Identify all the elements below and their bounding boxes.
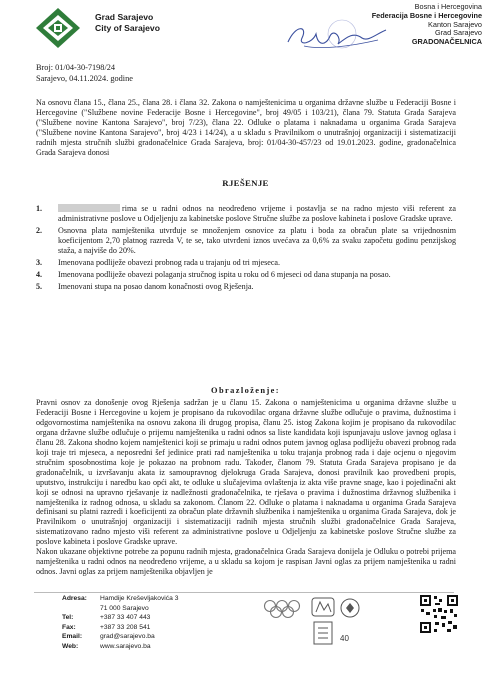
address-label: Adresa: [62,595,87,602]
document-number: Broj: 01/04-30-7198/24 [36,63,116,72]
stamp-line-federation: Federacija Bosne i Hercegovine [371,10,482,20]
decision-title: RJEŠENJE [222,178,269,188]
contact-block [62,594,178,651]
olympic-rings-icon [262,598,302,620]
stamp-line-canton: Kanton Sarajevo [428,19,482,29]
tel-label: Tel: [62,614,74,622]
stamp-line-mayor: GRADONAČELNICA [411,37,482,46]
explanation-body [36,398,456,577]
city-name-bs: Grad Sarajevo [95,12,154,22]
decision-items [36,204,456,294]
web-link[interactable]: www.sarajevo.ba [100,642,151,650]
document-date: Sarajevo, 04.11.2024. godine [36,74,133,84]
official-stamp-text [330,3,482,47]
city-of-sarajevo-logo [34,6,82,50]
item-number: 5. [36,281,43,291]
decision-item [36,270,456,280]
item-number: 3. [36,257,43,267]
decision-item [36,204,456,224]
anniversary-emblem-icon [306,594,366,652]
fax-value: +387 33 208 541 [100,623,151,631]
item-number: 2. [36,225,43,235]
web-label: Web: [62,642,79,650]
qr-code [419,594,459,634]
email-label: Email: [62,633,83,641]
stamp-line-country: Bosna i Hercegovina [414,2,482,11]
explanation-title: Obrazloženje: [211,386,280,395]
city-name [95,12,160,33]
item-text: Imenovana podliježe obavezi polaganja stručnog ispita u roku od 6 mjeseci od dana stupanja na posao. [58,269,391,279]
item-text: Osnovna plata namještenika utvrđuje se množenjem osnovice za platu i boda za obračun plate sa vrijednosnim koeficijentom 2,70 platnog razreda V, te se, tako utvrđeni iznos uvećava za 0,6% za svaku započetu godinu penzijskog staža, a najviše do 20%. [58,225,456,255]
footer-divider [34,592,454,593]
document-meta [36,62,133,84]
explanation-paragraph: Nakon ukazane objektivne potrebe za popunu radnih mjesta, gradonačelnica Grada Sarajeva donijela je Odluku o potrebi prijema namještenika u radni odnos na neodređeno vrijeme, a u skladu sa kojom je raspisan Javni oglas za prijem namještenika u radni odnos. Javni oglas za prijem namještenika objavljen je [36,547,456,577]
tel-value: +387 33 407 443 [100,614,151,622]
item-number: 1. [36,204,43,213]
decision-item [36,282,456,292]
stamp-line-city: Grad Sarajevo [434,28,482,38]
redacted-name [58,204,120,212]
decision-item [36,258,456,268]
city-name-en: City of Sarajevo [95,22,160,33]
email-link[interactable]: grad@sarajevo.ba [100,633,155,641]
item-number: 4. [36,269,43,279]
intro-paragraph: Na osnovu člana 15., člana 25., člana 28. i člana 32. Zakona o namještenicima u organima državne službe u Federaciji Bosne i Hercegovine ("Službene novine Federacije Bosne i Hercegovine", broj 49/05 i 103/21), člana 79. Statuta Grada Sarajeva ("Službene novine Kantona Sarajevo", broj 7/23), člana 22. Odluke o platama i naknadama u organima Grada Sarajeva ("Službene novine Kantona Sarajevo", broj 4/23 i 14/24), a u skladu s Pravilnikom o unutrašnjoj organizaciji i sistematizaciji radnih mjesta stručnih službi gradonačelnice Grada Sarajeva, broj: 01/04-30-457/23 od 19.01.2023. godine, gradonačelnica Grada Sarajeva donosi [36,98,456,157]
address-line-2: 71 000 Sarajevo [100,604,149,612]
decision-item [36,226,456,256]
page-footer [0,590,491,676]
item-text: Imenovana podliježe obavezi probnog rada u trajanju od tri mjeseca. [58,257,281,267]
emblem-number: 40 [340,634,349,643]
address-line-1: Hamdije Kreševljakovića 3 [100,595,179,602]
fax-label: Fax: [62,623,76,631]
item-text: rima se u radni odnos na neodređeno vrijeme i postavlja se na radno mjesto viši referent za administrativne poslove u Odjeljenju za kabinetske poslove Stručne službe za poslove kabineta i poslove Gradske uprave. [58,204,456,223]
item-text: Imenovani stupa na posao danom konačnosti ovog Rješenja. [58,281,254,291]
explanation-paragraph: Pravni osnov za donošenje ovog Rješenja sadržan je u članu 15. Zakona o namještenicima u organima državne službe u Federaciji Bosne i Hercegovine u kojem je propisano da rukovodilac organa državne službe odlučuje o pravima, dužnostima i odgovornostima namještenika na osnovu zakona ili drugog propisa, članu 25. istog Zakona kojim je propisano da rukovodilac organa državne službe odlučuje o prijemu namještenika u radni odnos sa liste kandidata koji ispunjavaju uslove javnog oglasa i članu 28. Zakona shodno kojem namještenici koji se primaju u radni odnos putem javnog oglasa podliježu obavezi probnog rada koji traje tri mjeseca, a neposredni šef jedinice prati rad namještenika u toku trajanja probnog rada i daje ocjenu o njegovim stručnim sposobnostima koje je pokazao na probnom radu. Također, članom 79. Statuta Grada Sarajeva propisano je da gradonačelnik, u izvršavanju akata iz samoupravnog djelokruga Grada Sarajeva, donosi pravilnik kao provedbeni propis, uputstvo, instrukciju i naredbu kao opći akt, te odluke u slučajevima ovlaštenja iz akta više pravne snage, kao i pojedinačni akt koji se odnosi na upravno rješavanje iz nadležnosti gradonačelnika, te rješava o pravima i dužnostima državnog službenika i namještenika iz radnog odnosa, u skladu sa zakonom. Članom 22. Odluke o platama i naknadama u organima Grada Sarajeva definisani su platni razredi i koeficijenti za obračun plate državnih službenika i namještenika u organima Grada Sarajeva, dok je Pravilnikom o unutrašnjoj organizaciji i sistematizaciji radnih mjesta stručnih službi gradonačelnice Grada Sarajeva, sistematizovano radno mjesto viši referent za administrativne poslove u Odjeljenju za kabinetske poslove Stručne službe za poslove kabineta i poslove Gradske uprave. [36,398,456,547]
